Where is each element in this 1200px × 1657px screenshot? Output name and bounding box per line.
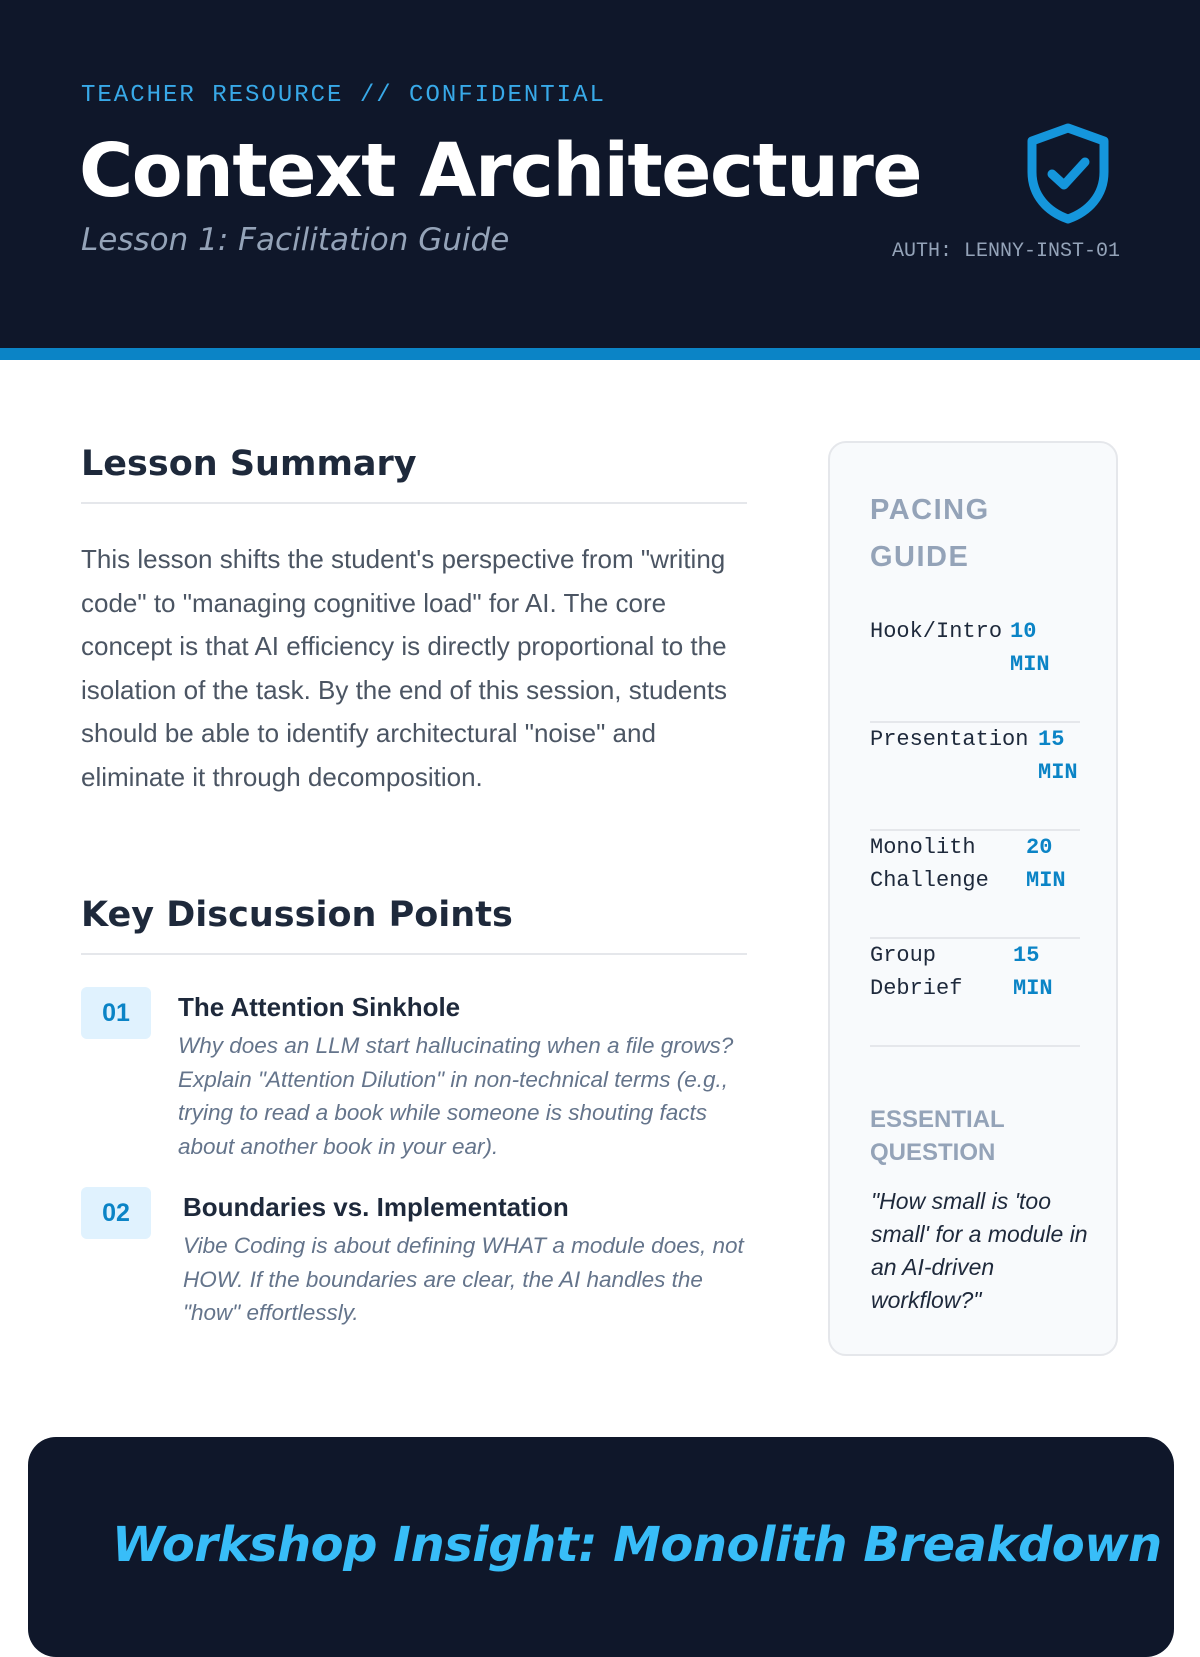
pacing-activity: Monolith Challenge <box>870 835 989 893</box>
auth-code: AUTH: LENNY-INST-01 <box>891 240 1120 263</box>
pacing-row <box>870 831 1080 939</box>
point-number-badge: 01 <box>81 987 151 1039</box>
pacing-duration: 15 MIN <box>1013 943 1053 1001</box>
page-header <box>0 0 1200 360</box>
point-description: Why does an LLM start hallucinating when a file grows? Explain "Attention Dilution" in non-technical terms (e.g., trying to read a book while someone is shouting facts about another book in your ear). <box>178 1033 734 1159</box>
lesson-summary-heading: Lesson Summary <box>81 444 747 504</box>
discussion-points-heading: Key Discussion Points <box>81 895 747 955</box>
document-classification: TEACHER RESOURCE // CONFIDENTIAL <box>81 82 606 109</box>
pacing-row <box>870 723 1080 831</box>
workshop-insight-banner <box>28 1437 1174 1657</box>
point-title: The Attention Sinkhole <box>178 992 461 1022</box>
pacing-list <box>870 615 1080 1047</box>
essential-question-text: "How small is 'too small' for a module in an AI-driven workflow?" <box>871 1188 1088 1313</box>
point-number-badge: 02 <box>81 1187 151 1239</box>
pacing-activity: Hook/Intro <box>870 619 1003 644</box>
page-subtitle: Lesson 1: Facilitation Guide <box>81 222 510 258</box>
lesson-summary-text: This lesson shifts the student's perspective from "writing code" to "managing cognitive load" for AI. The core concept is that AI efficiency is directly proportional to the isolation of the task. By the end of this session, students should be able to identify architectural "noise" and eliminate it through decomposition. <box>81 544 728 792</box>
point-title: Boundaries vs. Implementation <box>183 1192 569 1222</box>
pacing-row <box>870 939 1080 1047</box>
point-description: Vibe Coding is about defining WHAT a module does, not HOW. If the boundaries are clear, the AI handles the "how" effortlessly. <box>183 1233 744 1325</box>
workshop-insight-title: Workshop Insight: Monolith Breakdown <box>112 1517 1162 1573</box>
pacing-guide-card <box>828 441 1118 1356</box>
pacing-row <box>870 615 1080 723</box>
shield-check-icon <box>1024 122 1112 224</box>
page-title: Context Architecture <box>79 128 922 214</box>
pacing-activity: Presentation <box>870 727 1029 752</box>
pacing-activity: Group Debrief <box>870 943 963 1001</box>
pacing-guide-heading: PACING GUIDE <box>870 494 990 573</box>
pacing-duration: 15 MIN <box>1038 727 1078 785</box>
pacing-duration: 20 MIN <box>1026 835 1066 893</box>
pacing-duration: 10 MIN <box>1010 619 1050 677</box>
essential-question-label: ESSENTIAL QUESTION <box>870 1106 1005 1166</box>
